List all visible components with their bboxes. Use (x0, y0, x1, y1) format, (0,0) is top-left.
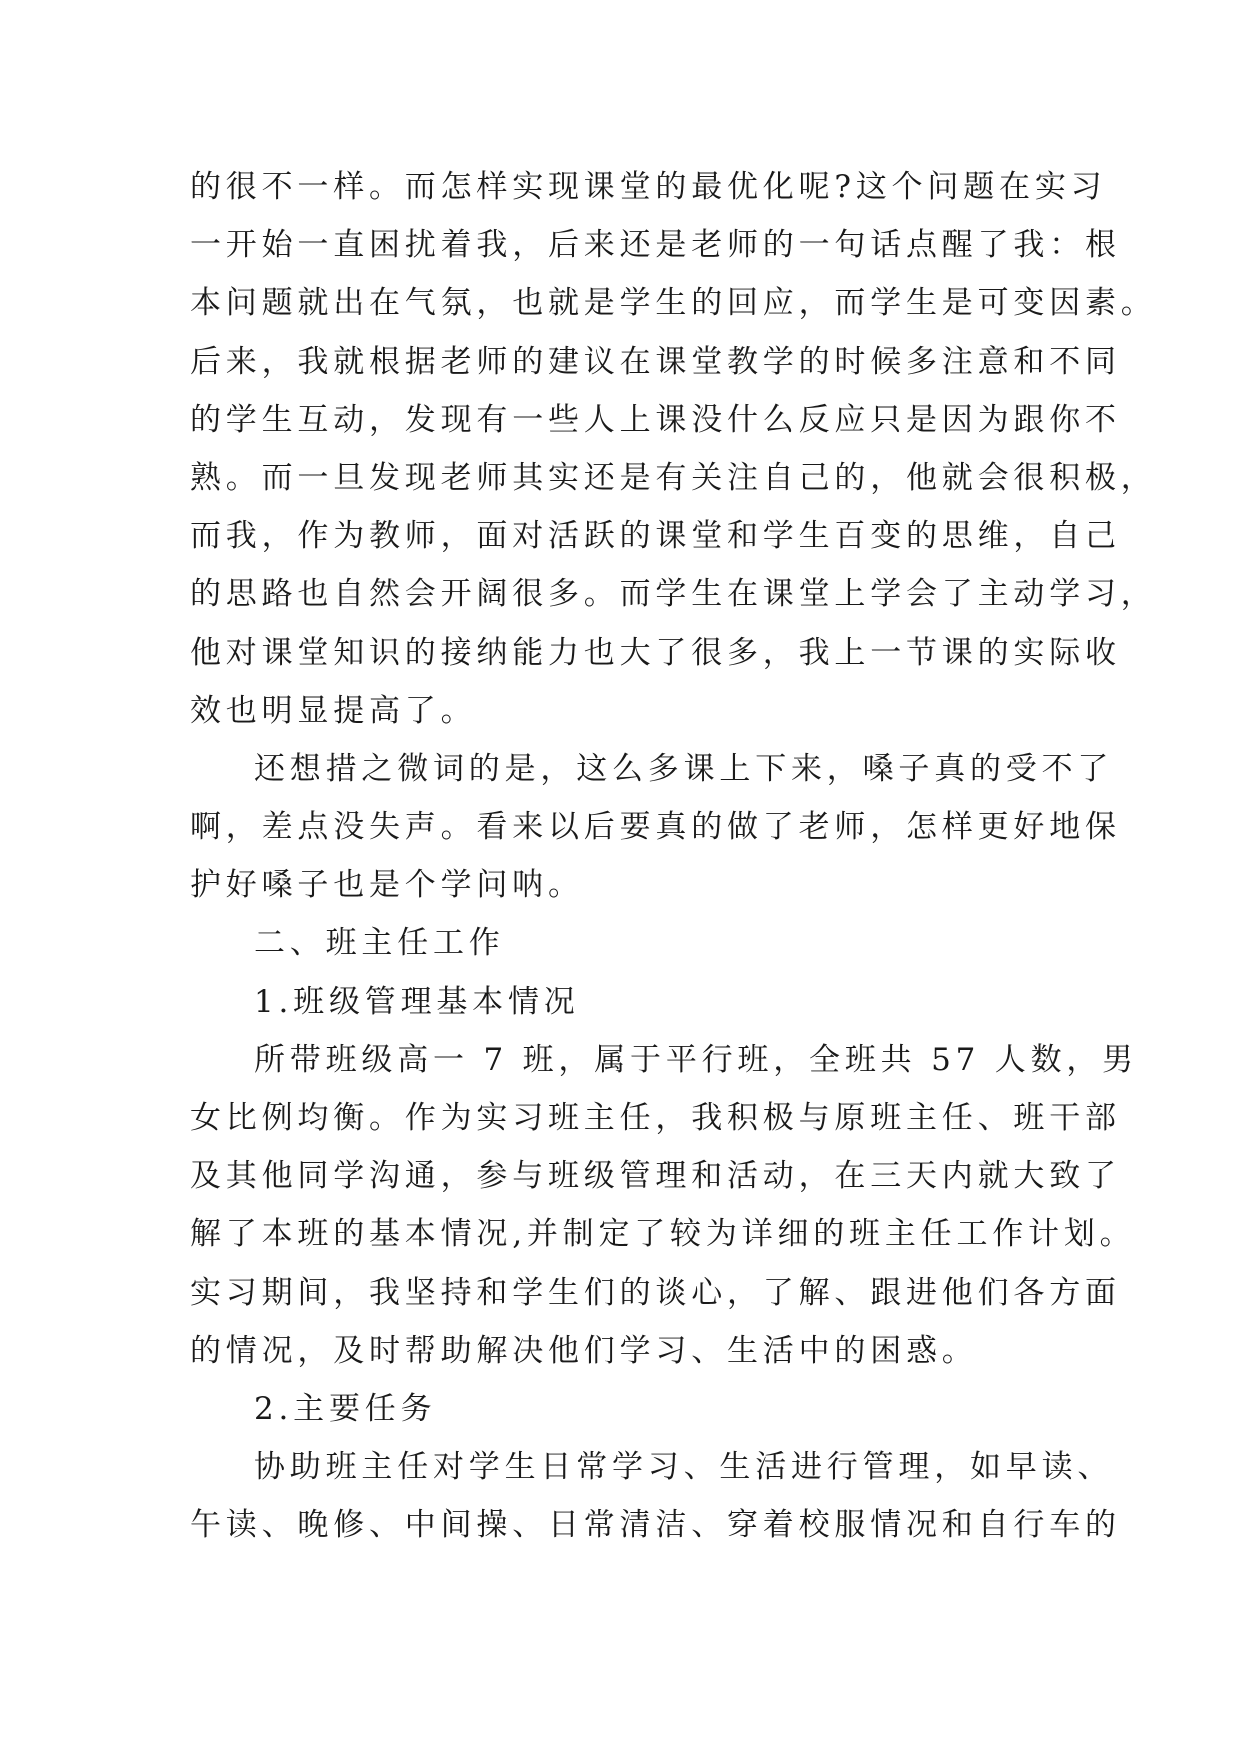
text-line: 及其他同学沟通，参与班级管理和活动，在三天内就大致了 (190, 1158, 1121, 1195)
text-line: 护好嗓子也是个学问呐。 (190, 867, 584, 904)
text-line: 的很不一样。而怎样实现课堂的最优化呢?这个问题在实习 (190, 169, 1107, 205)
text-line: 解了本班的基本情况,并制定了较为详细的班主任工作计划。 (190, 1216, 1136, 1253)
text-line: 效也明显提高了。 (190, 692, 477, 729)
text-line: 啊，差点没失声。看来以后要真的做了老师，怎样更好地保 (190, 809, 1121, 846)
text-line: 一开始一直困扰着我，后来还是老师的一句话点醒了我：根 (190, 227, 1121, 264)
subsection-heading: 1.班级管理基本情况 (254, 983, 580, 1020)
document-body (190, 158, 1157, 1555)
text-line: 熟。而一旦发现老师其实还是有关注自己的，他就会很积极， (190, 459, 1157, 496)
paragraph-first-line: 所带班级高一 7 班，属于平行班，全班共 57 人数，男 (254, 1041, 1138, 1078)
text-line: 后来，我就根据老师的建议在课堂教学的时候多注意和不同 (190, 343, 1121, 380)
section-heading: 二、班主任工作 (254, 925, 505, 962)
text-line: 女比例均衡。作为实习班主任，我积极与原班主任、班干部 (190, 1100, 1121, 1136)
subsection-heading: 2.主要任务 (254, 1390, 437, 1427)
text-line: 实习期间，我坚持和学生们的谈心，了解、跟进他们各方面 (190, 1274, 1121, 1311)
text-line: 本问题就出在气氛，也就是学生的回应，而学生是可变因素。 (190, 285, 1157, 322)
text-line: 而我，作为教师，面对活跃的课堂和学生百变的思维，自己 (190, 518, 1121, 555)
text-line: 的情况，及时帮助解决他们学习、生活中的困惑。 (190, 1332, 978, 1369)
text-line: 他对课堂知识的接纳能力也大了很多，我上一节课的实际收 (190, 634, 1121, 671)
text-line: 午读、晚修、中间操、日常清洁、穿着校服情况和自行车的 (190, 1507, 1121, 1544)
paragraph-first-line: 还想措之微词的是，这么多课上下来，嗓子真的受不了 (254, 750, 1114, 787)
text-line: 的思路也自然会开阔很多。而学生在课堂上学会了主动学习， (190, 576, 1157, 613)
text-line: 的学生互动，发现有一些人上课没什么反应只是因为跟你不 (190, 401, 1121, 438)
paragraph-first-line: 协助班主任对学生日常学习、生活进行管理，如早读、 (254, 1449, 1114, 1486)
